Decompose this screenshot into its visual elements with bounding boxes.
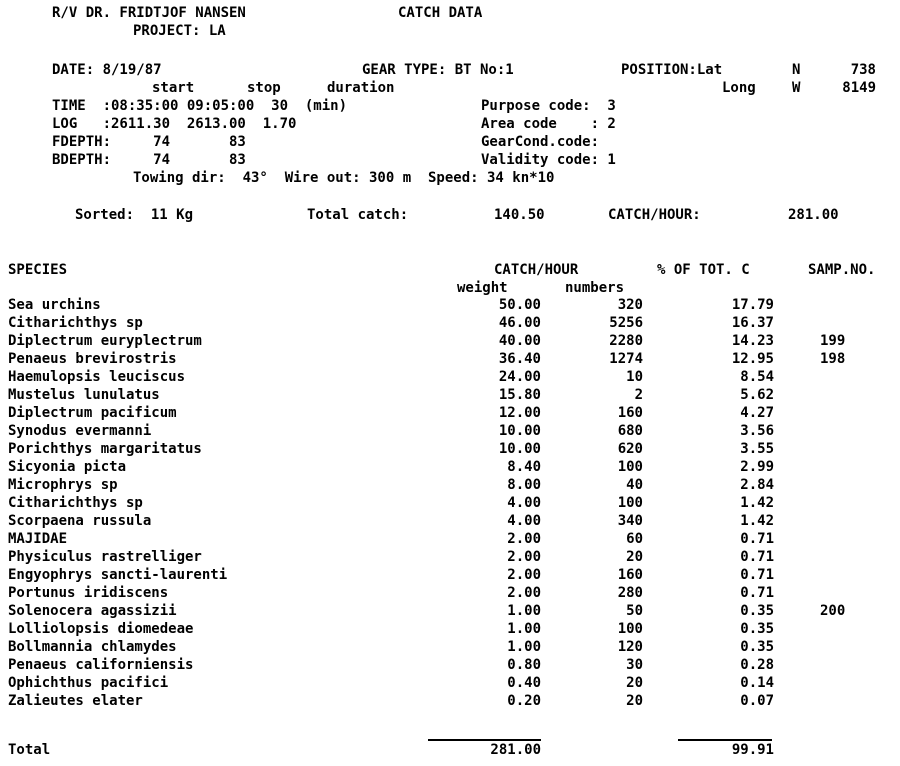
project-label: PROJECT: LA [133, 23, 226, 39]
stop-column-header: stop [247, 80, 281, 96]
species-name: Citharichthys sp [8, 315, 143, 331]
catch-weight: 10.00 [498, 441, 541, 457]
weight-total-rule [428, 739, 541, 741]
catch-numbers: 340 [617, 513, 643, 529]
species-name: Microphrys sp [8, 477, 118, 493]
catch-weight: 15.80 [498, 387, 541, 403]
pct-total-rule [678, 739, 772, 741]
catch-numbers: 120 [617, 639, 643, 655]
catch-weight: 2.00 [507, 567, 541, 583]
percent-of-total: 5.62 [740, 387, 774, 403]
percent-of-total: 0.07 [740, 693, 774, 709]
start-column-header: start [152, 80, 195, 96]
catch-hour-header: CATCH/HOUR [494, 262, 579, 278]
catch-numbers: 320 [617, 297, 643, 313]
percent-of-total: 4.27 [740, 405, 774, 421]
percent-of-total: 0.35 [740, 639, 774, 655]
catch-weight: 1.00 [507, 621, 541, 637]
lat-hemisphere: N [792, 62, 801, 78]
report-title: CATCH DATA [398, 5, 483, 21]
sample-number: 200 [820, 603, 846, 619]
catch-weight: 2.00 [507, 585, 541, 601]
pct-total-header: % OF TOT. C [657, 262, 750, 278]
percent-of-total: 0.71 [740, 567, 774, 583]
species-name: Haemulopsis leuciscus [8, 369, 186, 385]
purpose-code: Purpose code: 3 [481, 98, 616, 114]
percent-of-total: 2.99 [740, 459, 774, 475]
gearcond-code: GearCond.code: [481, 134, 600, 150]
catch-numbers: 280 [617, 585, 643, 601]
total-catch-value: 140.50 [494, 207, 545, 223]
total-label: Total [8, 742, 51, 758]
percent-of-total: 12.95 [731, 351, 774, 367]
catch-weight: 1.00 [507, 639, 541, 655]
species-name: Mustelus lunulatus [8, 387, 160, 403]
catch-numbers: 160 [617, 567, 643, 583]
catch-numbers: 20 [626, 549, 643, 565]
catch-numbers: 50 [626, 603, 643, 619]
catch-numbers: 160 [617, 405, 643, 421]
catch-weight: 4.00 [507, 495, 541, 511]
catch-hour-value: 281.00 [788, 207, 839, 223]
percent-of-total: 0.14 [740, 675, 774, 691]
sorted-weight: Sorted: 11 Kg [75, 207, 194, 223]
percent-of-total: 0.71 [740, 585, 774, 601]
catch-weight: 10.00 [498, 423, 541, 439]
time-row: TIME :08:35:00 09:05:00 30 (min) [52, 98, 348, 114]
sample-number-header: SAMP.NO. [808, 262, 876, 278]
log-row: LOG :2611.30 2613.00 1.70 [52, 116, 297, 132]
catch-numbers: 2 [634, 387, 643, 403]
species-name: Physiculus rastrelliger [8, 549, 202, 565]
towing-line: Towing dir: 43° Wire out: 300 m Speed: 34 kn*10 [133, 170, 555, 186]
position-long-label: Long [722, 80, 756, 96]
long-hemisphere: W [792, 80, 801, 96]
percent-of-total: 3.55 [740, 441, 774, 457]
catch-numbers: 2280 [609, 333, 643, 349]
date-label: DATE: 8/19/87 [52, 62, 162, 78]
species-name: Engyophrys sancti-laurenti [8, 567, 228, 583]
catch-hour-label: CATCH/HOUR: [608, 207, 701, 223]
catch-weight: 2.00 [507, 549, 541, 565]
catch-weight: 2.00 [507, 531, 541, 547]
percent-of-total: 8.54 [740, 369, 774, 385]
percent-of-total: 16.37 [731, 315, 774, 331]
catch-weight: 4.00 [507, 513, 541, 529]
catch-weight: 24.00 [498, 369, 541, 385]
species-name: Diplectrum pacificum [8, 405, 177, 421]
catch-weight: 8.00 [507, 477, 541, 493]
catch-numbers: 30 [626, 657, 643, 673]
catch-numbers: 20 [626, 693, 643, 709]
species-header: SPECIES [8, 262, 68, 278]
sample-number: 199 [820, 333, 846, 349]
species-name: Zalieutes elater [8, 693, 143, 709]
species-name: Lolliolopsis diomedeae [8, 621, 194, 637]
species-name: Portunus iridiscens [8, 585, 169, 601]
total-pct: 99.91 [731, 742, 774, 758]
catch-numbers: 100 [617, 495, 643, 511]
lat-value: 738 [850, 62, 876, 78]
species-name: Porichthys margaritatus [8, 441, 202, 457]
catch-weight: 46.00 [498, 315, 541, 331]
species-name: Bollmannia chlamydes [8, 639, 177, 655]
percent-of-total: 1.42 [740, 495, 774, 511]
percent-of-total: 0.71 [740, 531, 774, 547]
species-name: Scorpaena russula [8, 513, 152, 529]
catch-numbers: 100 [617, 459, 643, 475]
catch-weight: 40.00 [498, 333, 541, 349]
species-name: Sicyonia picta [8, 459, 127, 475]
long-value: 8149 [842, 80, 876, 96]
catch-weight: 0.40 [507, 675, 541, 691]
catch-numbers: 60 [626, 531, 643, 547]
species-name: Diplectrum euryplectrum [8, 333, 202, 349]
catch-weight: 0.20 [507, 693, 541, 709]
area-code: Area code : 2 [481, 116, 616, 132]
position-lat-label: POSITION:Lat [621, 62, 723, 78]
bdepth-row: BDEPTH: 74 83 [52, 152, 246, 168]
percent-of-total: 3.56 [740, 423, 774, 439]
percent-of-total: 17.79 [731, 297, 774, 313]
catch-numbers: 100 [617, 621, 643, 637]
percent-of-total: 1.42 [740, 513, 774, 529]
species-name: Ophichthus pacifici [8, 675, 169, 691]
catch-numbers: 680 [617, 423, 643, 439]
total-catch-label: Total catch: [307, 207, 409, 223]
species-name: Solenocera agassizii [8, 603, 177, 619]
species-name: Citharichthys sp [8, 495, 143, 511]
catch-numbers: 10 [626, 369, 643, 385]
species-name: Penaeus brevirostris [8, 351, 177, 367]
species-name: Synodus evermanni [8, 423, 152, 439]
catch-weight: 12.00 [498, 405, 541, 421]
catch-weight: 36.40 [498, 351, 541, 367]
percent-of-total: 0.35 [740, 603, 774, 619]
catch-numbers: 620 [617, 441, 643, 457]
catch-numbers: 20 [626, 675, 643, 691]
catch-weight: 8.40 [507, 459, 541, 475]
species-name: Penaeus californiensis [8, 657, 194, 673]
catch-weight: 50.00 [498, 297, 541, 313]
catch-numbers: 5256 [609, 315, 643, 331]
species-name: MAJIDAE [8, 531, 68, 547]
validity-code: Validity code: 1 [481, 152, 616, 168]
percent-of-total: 2.84 [740, 477, 774, 493]
catch-weight: 0.80 [507, 657, 541, 673]
gear-type: GEAR TYPE: BT No:1 [362, 62, 514, 78]
percent-of-total: 0.71 [740, 549, 774, 565]
fdepth-row: FDEPTH: 74 83 [52, 134, 246, 150]
vessel-name: R/V DR. FRIDTJOF NANSEN [52, 5, 246, 21]
total-weight: 281.00 [490, 742, 541, 758]
duration-column-header: duration [327, 80, 395, 96]
percent-of-total: 0.35 [740, 621, 774, 637]
species-name: Sea urchins [8, 297, 101, 313]
percent-of-total: 0.28 [740, 657, 774, 673]
percent-of-total: 14.23 [731, 333, 774, 349]
catch-numbers: 40 [626, 477, 643, 493]
catch-numbers: 1274 [609, 351, 643, 367]
numbers-header: numbers [565, 280, 625, 296]
catch-weight: 1.00 [507, 603, 541, 619]
sample-number: 198 [820, 351, 846, 367]
weight-header: weight [457, 280, 508, 296]
